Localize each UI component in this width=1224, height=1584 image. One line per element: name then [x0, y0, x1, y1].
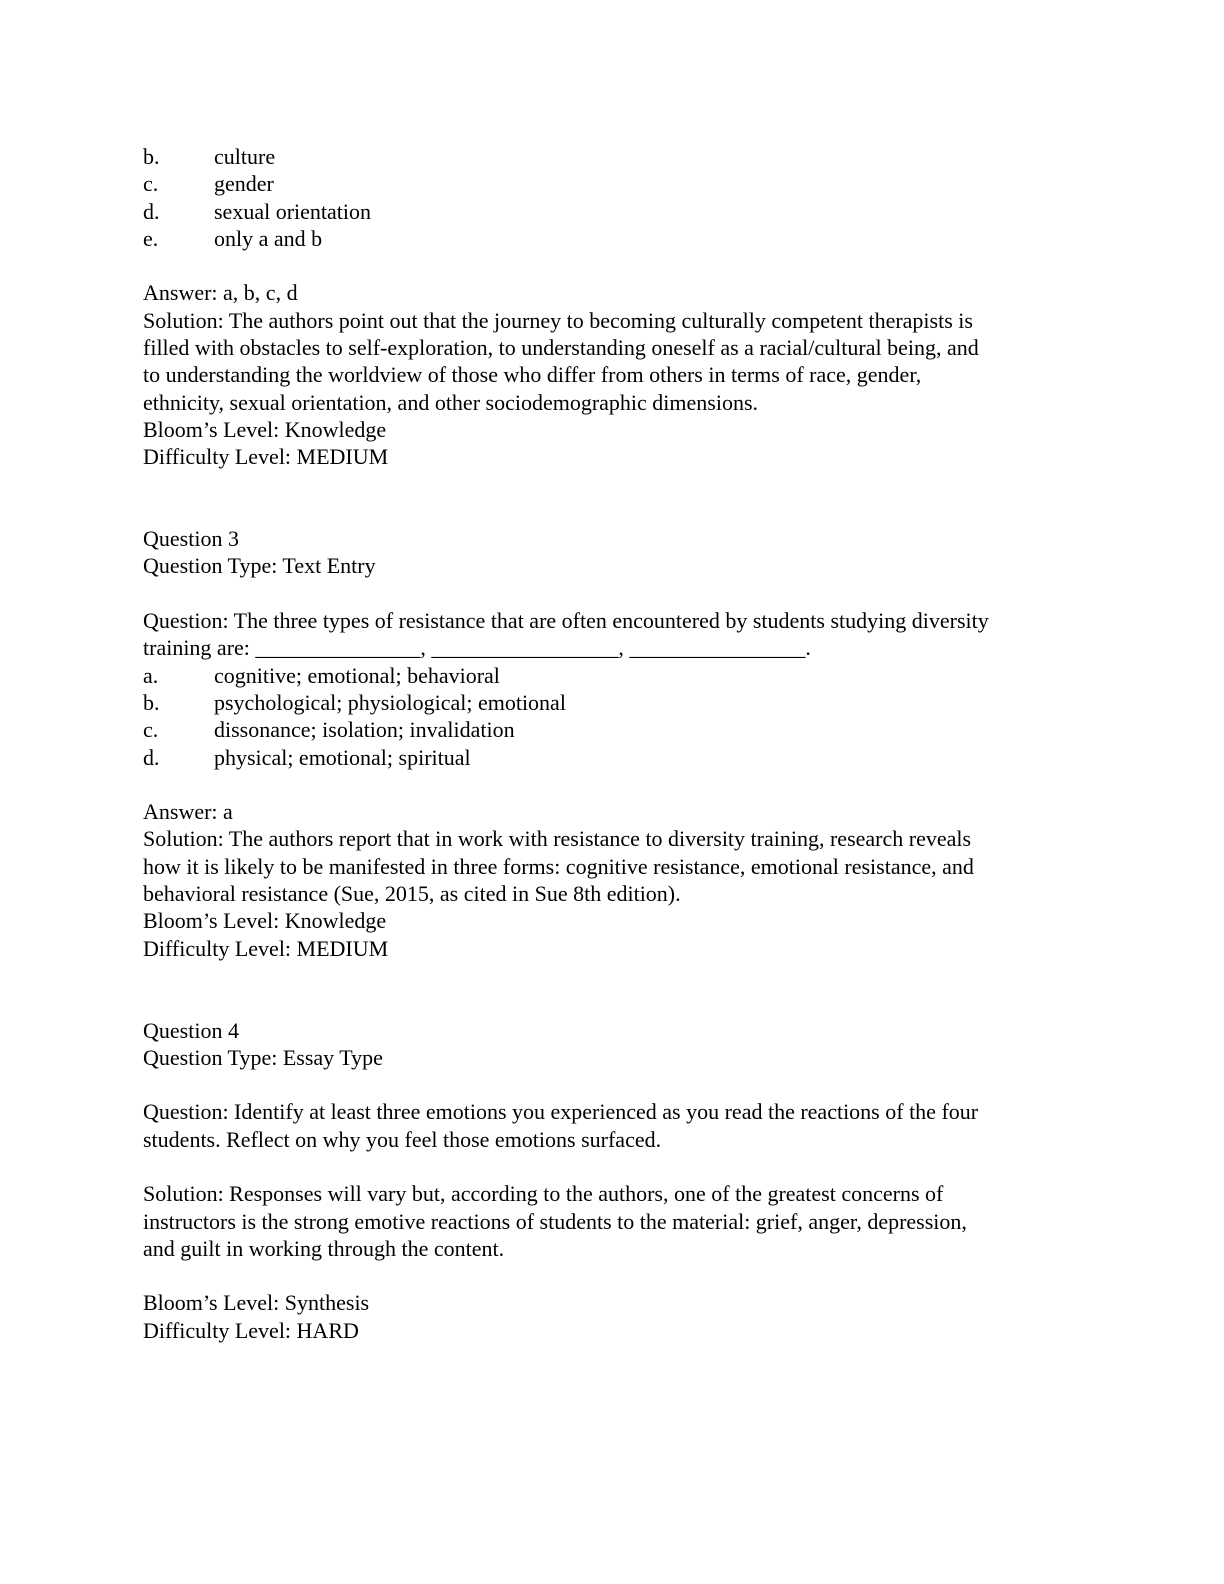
question-4-blooms-level: Bloom’s Level: Synthesis — [143, 1290, 370, 1316]
solution-line: Solution: Responses will vary but, according to the authors, one of the greatest concerns of — [143, 1181, 944, 1207]
option-text: physical; emotional; spiritual — [214, 744, 471, 770]
option-b — [143, 143, 1073, 170]
solution-line: to understanding the worldview of those who differ from others in terms of race, gender, — [143, 362, 922, 388]
question-4-difficulty-level: Difficulty Level: HARD — [143, 1317, 359, 1343]
question-3-type: Question Type: Text Entry — [143, 553, 376, 579]
question-3-prompt — [143, 607, 1073, 662]
solution-line: behavioral resistance (Sue, 2015, as cited in Sue 8th edition). — [143, 881, 681, 907]
option-letter: e. — [143, 225, 159, 251]
question-2-blooms-level: Bloom’s Level: Knowledge — [143, 416, 387, 442]
question-2-answer: Answer: a, b, c, d — [143, 280, 298, 306]
option-letter: c. — [143, 717, 159, 743]
option-e — [143, 225, 1073, 252]
question-line: Question: The three types of resistance that are often encountered by students studying diversity — [143, 608, 989, 634]
option-d — [143, 198, 1073, 225]
question-line: training are: _______________, _________________, ________________. — [143, 635, 811, 661]
question-3-options — [143, 662, 1073, 771]
option-text: psychological; physiological; emotional — [214, 689, 566, 715]
question-4-prompt — [143, 1098, 1073, 1153]
option-letter: b. — [143, 144, 160, 169]
option-text: cognitive; emotional; behavioral — [214, 662, 500, 688]
option-letter: b. — [143, 689, 160, 715]
option-letter: d. — [143, 744, 160, 770]
question-2-solution — [143, 307, 1073, 416]
question-3-heading: Question 3 — [143, 526, 239, 552]
option-d — [143, 744, 1073, 771]
option-a — [143, 662, 1073, 689]
question-3-answer: Answer: a — [143, 799, 233, 825]
solution-line: Solution: The authors point out that the journey to becoming culturally competent therapists is — [143, 307, 973, 333]
question-3-difficulty-level: Difficulty Level: MEDIUM — [143, 935, 389, 961]
solution-line: Solution: The authors report that in work with resistance to diversity training, research reveals — [143, 826, 972, 852]
question-4-heading: Question 4 — [143, 1017, 239, 1043]
question-2-difficulty-level: Difficulty Level: MEDIUM — [143, 444, 389, 470]
question-3-solution — [143, 825, 1073, 907]
option-c — [143, 170, 1073, 197]
question-line: students. Reflect on why you feel those emotions surfaced. — [143, 1126, 662, 1152]
question-4-solution — [143, 1180, 1073, 1262]
question-3-blooms-level: Bloom’s Level: Knowledge — [143, 908, 387, 934]
solution-line: ethnicity, sexual orientation, and other sociodemographic dimensions. — [143, 389, 759, 415]
question-line: Question: Identify at least three emotions you experienced as you read the reactions of the four — [143, 1099, 979, 1125]
option-b — [143, 689, 1073, 716]
option-text: only a and b — [214, 225, 323, 251]
option-c — [143, 716, 1073, 743]
option-letter: a. — [143, 662, 159, 688]
solution-line: instructors is the strong emotive reactions of students to the material: grief, anger, depression, — [143, 1208, 967, 1234]
question-2-options — [143, 143, 1073, 252]
option-text: dissonance; isolation; invalidation — [214, 717, 515, 743]
solution-line: filled with obstacles to self-exploration, to understanding oneself as a racial/cultural being, and — [143, 335, 979, 361]
option-text: culture — [214, 144, 276, 169]
option-text: sexual orientation — [214, 198, 372, 224]
question-4-type: Question Type: Essay Type — [143, 1044, 383, 1070]
option-text: gender — [214, 171, 274, 197]
option-letter: d. — [143, 198, 160, 224]
option-letter: c. — [143, 171, 159, 197]
solution-line: how it is likely to be manifested in three forms: cognitive resistance, emotional resistance, and — [143, 853, 974, 879]
solution-line: and guilt in working through the content. — [143, 1235, 505, 1261]
document-page — [143, 143, 1073, 1344]
